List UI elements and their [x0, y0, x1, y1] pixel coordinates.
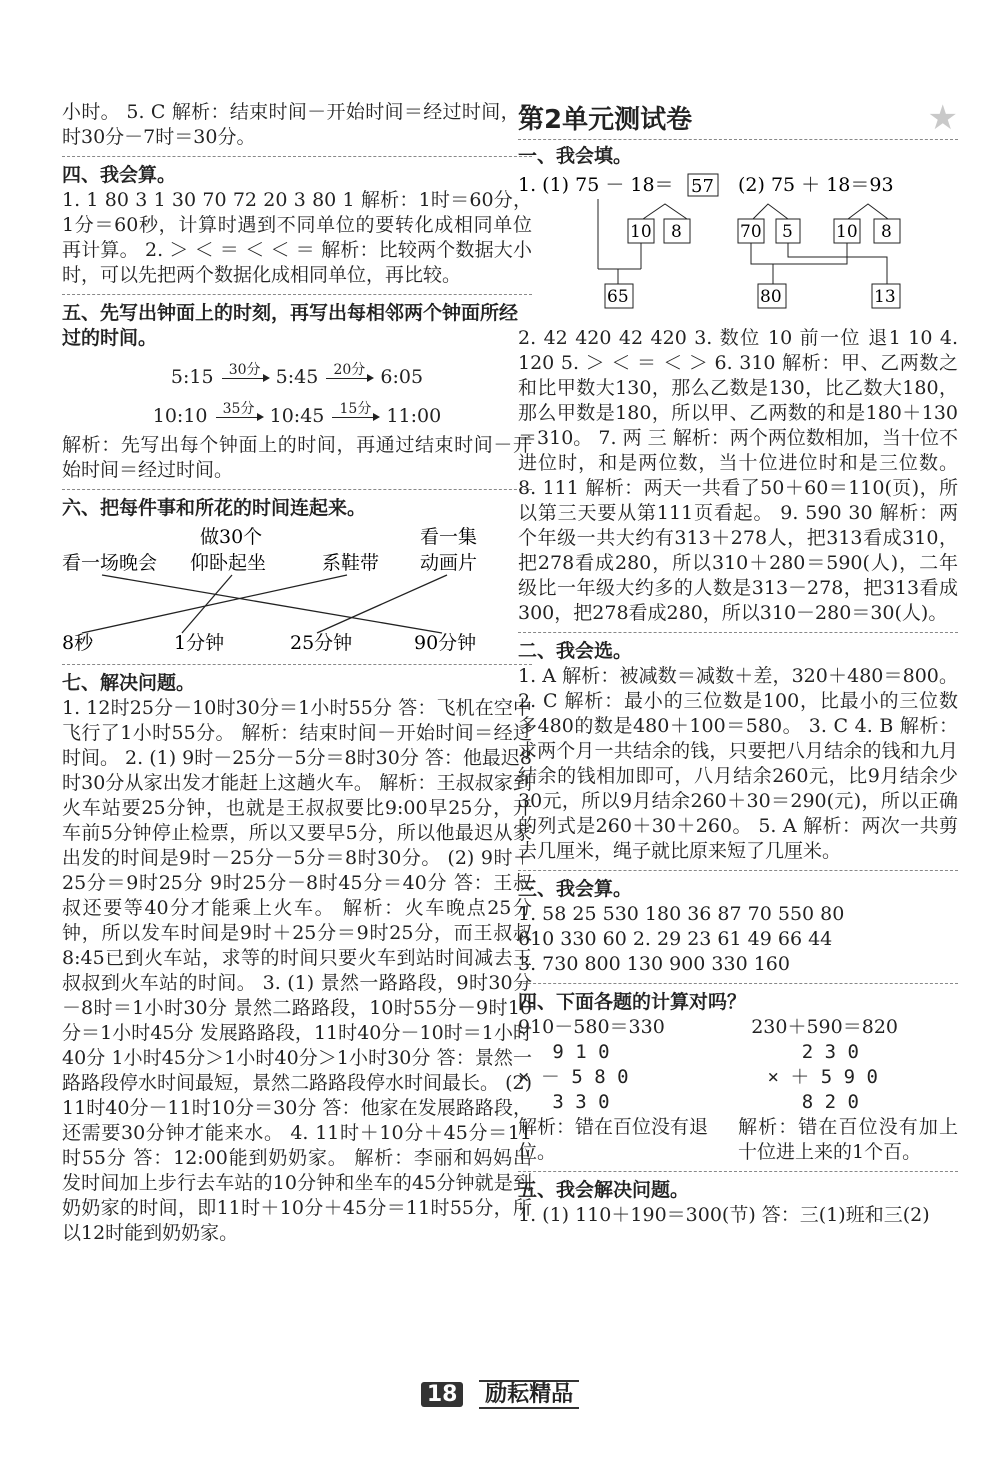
arrow: 15分 [332, 417, 378, 418]
box-70: 70 [740, 222, 762, 242]
section-title: 五、先写出钟面上的时刻，再写出每相邻两个钟面所经过的时间。 [62, 302, 519, 349]
page-number: 18 [421, 1382, 464, 1407]
duration-2: 1分钟 [174, 632, 225, 651]
event-3: 系鞋带 [322, 552, 380, 574]
section-5 [62, 294, 532, 483]
vertical-calc-1: 9 1 0 × － 5 8 0 3 3 0 [518, 1041, 629, 1113]
section-text: 解析：先写出每个钟面上的时间，再通过结束时间－开始时间＝经过时间。 [62, 434, 532, 481]
time: 6:05 [380, 366, 424, 388]
section-text: 1. (1) 110＋190＝300(节) 答：三(1)班和三(2) [518, 1204, 930, 1226]
section-3 [518, 870, 958, 977]
answer-line: 610 330 60 2. 29 23 61 49 66 44 [518, 928, 833, 950]
section-text: 1. A 解析：被减数＝减数＋差，320＋480＝800。 2. C 解析：最小的三位数是100，比最小的三位数多480的数是480＋100＝580。 3. C 4. B 解析：求两个月一共结余的钱，只要把八月结余的钱和九月结余的钱相加即可，八月结余260元，比9月结余少30元，所以9月结余260＋30＝290(元)，所以正确的列式是260＋30＋260。 5. A 解析：两次一共剪去几厘米，绳子就比原来短了几厘米。 [518, 665, 958, 862]
vertical-calc-2: 2 3 0 × ＋ 5 9 0 8 2 0 [767, 1041, 878, 1113]
section-title: 四、下面各题的计算对吗？ [518, 991, 747, 1013]
match-line [317, 575, 447, 633]
calc-equations [518, 1015, 958, 1040]
section-5 [518, 1171, 958, 1228]
equation: 910－580＝330 [518, 1016, 665, 1038]
section-6 [62, 489, 532, 658]
section-text: 2. 42 420 42 420 3. 数位 10 前一位 退1 10 4. 120 5. ＞ ＜ ＝ ＜ ＞ 6. 310 解析：甲、乙两数之和比甲数大130，那么乙数是130，比乙数大180，那么甲数是180，所以甲、乙两数的和是180＋130＝310。 7. 两 三 解析：两个两位数相加，当十位不进位时，和是两位数，当十位进位时和是三位数。 8. 111 解析：两天一共看了50＋60＝110(页)，所以第三天要从第111页看起。 9. 590 30 解析：两个年级一共大约有313＋278人，把313看成310，把278看成280，所以310＋280＝590(人)，二年级比一年级大约多的人数是313－278，把313看成300，把278看成280，所以310－280＝30(人)。 [518, 327, 958, 624]
time-flow-1 [62, 361, 532, 390]
box-80: 80 [760, 287, 782, 307]
section-1 [518, 144, 958, 626]
section-title: 四、我会算。 [62, 164, 177, 186]
time: 5:15 [170, 366, 214, 388]
box-8b: 8 [881, 222, 892, 242]
calc-notes [518, 1115, 958, 1165]
duration-3: 25分钟 [290, 632, 353, 651]
event-2b: 仰卧起坐 [190, 552, 267, 574]
matching-diagram [62, 521, 492, 651]
section-title: 一、我会填。 [518, 145, 633, 167]
right-column [518, 100, 958, 1228]
arrow: 35分 [216, 417, 262, 418]
unit-title: 第2单元测试卷 ★ [518, 98, 958, 138]
section-text: 1. 1 80 3 1 30 70 72 20 3 80 1 解析：1时＝60分，1分＝60秒，计算时遇到不同单位的要转化成相同单位再计算。 2. ＞ ＜ ＝ ＜ ＜ ＝ 解析：比较两个数据大小时，可以先把两个数据化成相同单位，再比较。 [62, 189, 532, 286]
box-10b: 10 [836, 222, 858, 242]
split-number-diagram [518, 169, 958, 319]
arrow: 20分 [326, 378, 372, 379]
section-title: 五、我会解决问题。 [518, 1179, 690, 1201]
section-title: 二、我会选。 [518, 640, 633, 662]
box-10a: 10 [630, 222, 652, 242]
q1-answer: 57 [691, 176, 714, 197]
section-4 [518, 983, 958, 1165]
calc-vertical [518, 1040, 958, 1115]
star-icon: ★ [927, 98, 958, 138]
section-7 [62, 664, 532, 1246]
box-65: 65 [607, 287, 629, 307]
section-title: 七、解决问题。 [62, 672, 196, 694]
box-5: 5 [782, 222, 793, 242]
time: 5:45 [275, 366, 319, 388]
intro-text: 小时。 5. C 解析：结束时间－开始时间＝经过时间，7时30分－7时＝30分。 [62, 101, 532, 148]
left-column [62, 100, 532, 1246]
brand-logo: 励耘精品 [479, 1380, 579, 1409]
q1-part2: (2) 75 ＋ 18＝93 [738, 174, 894, 196]
duration-1: 8秒 [62, 632, 94, 651]
match-line [102, 575, 442, 633]
section-4 [62, 156, 532, 288]
match-line [82, 575, 347, 633]
answer-line: 1. 58 25 530 180 36 87 70 550 80 [518, 903, 845, 925]
arrow: 30分 [222, 378, 268, 379]
section-title: 六、把每件事和所花的时间连起来。 [62, 497, 367, 519]
time: 10:45 [269, 405, 325, 427]
duration-4: 90分钟 [414, 632, 477, 651]
section-text: 1. 12时25分－10时30分＝1小时55分 答：飞机在空中飞行了1小时55分。 解析：结束时间－开始时间＝经过时间。 2. (1) 9时－25分－5分＝8时30分 答：他最迟8时30分从家出发才能赶上这趟火车。 解析：王叔叔家到火车站要25分钟，也就是王叔叔要比9:00早25分，开车前5分钟停止检票，所以又要早5分，所以他最迟从家出发的时间是9时－25分－5分＝8时30分。 (2) 9时＋25分＝9时25分 9时25分－8时45分＝40分 答：王叔叔还要等40分才能乘上火车。 解析：火车晚点25分钟，所以发车时间是9时＋25分＝9时25分，而王叔叔8:45已到火车站，求等的时间只要火车到站时间减去王叔叔到火车站的时间。 3. (1) 景然一路路段，9时30分－8时＝1小时30分 景然二路路段，10时55分－9时10分＝1小时45分 发展路路段，11时40分－10时＝1小时40分 1小时45分＞1小时40分＞1小时30分 答：景然一路路段停水时间最短，景然二路路段停水时间最长。 (2) 11时40分－11时10分＝30分 答：他家在发展路路段，还需要30分钟才能来水。 4. 11时＋10分＋45分＝11时55分 答：12:00能到奶奶家。 解析：李丽和妈妈出发时间加上步行去车站的10分钟和坐车的45分钟就是到奶奶家的时间，即11时＋10分＋45分＝11时55分，所以12时能到奶奶家。 [62, 697, 532, 1244]
match-line [182, 575, 232, 633]
note: 解析：错在百位没有退位。 [518, 1116, 709, 1163]
time: 11:00 [386, 405, 442, 427]
q1-prefix: 1. (1) 75 － 18＝ [518, 174, 674, 196]
event-1: 看一场晚会 [62, 552, 158, 574]
note: 解析：错在百位没有加上十位进上来的1个百。 [738, 1116, 958, 1163]
section-2 [518, 632, 958, 864]
event-4b: 动画片 [420, 552, 478, 574]
event-4a: 看一集 [420, 526, 478, 548]
time-flow-2 [62, 400, 532, 429]
box-13: 13 [874, 287, 896, 307]
equation: 230＋590＝820 [751, 1016, 898, 1038]
time: 10:10 [152, 405, 208, 427]
section-title: 三、我会算。 [518, 878, 633, 900]
answer-line: 3. 730 800 130 900 330 160 [518, 953, 790, 975]
page-footer [0, 1377, 1000, 1408]
event-2a: 做30个 [200, 526, 263, 548]
box-8a: 8 [671, 222, 682, 242]
